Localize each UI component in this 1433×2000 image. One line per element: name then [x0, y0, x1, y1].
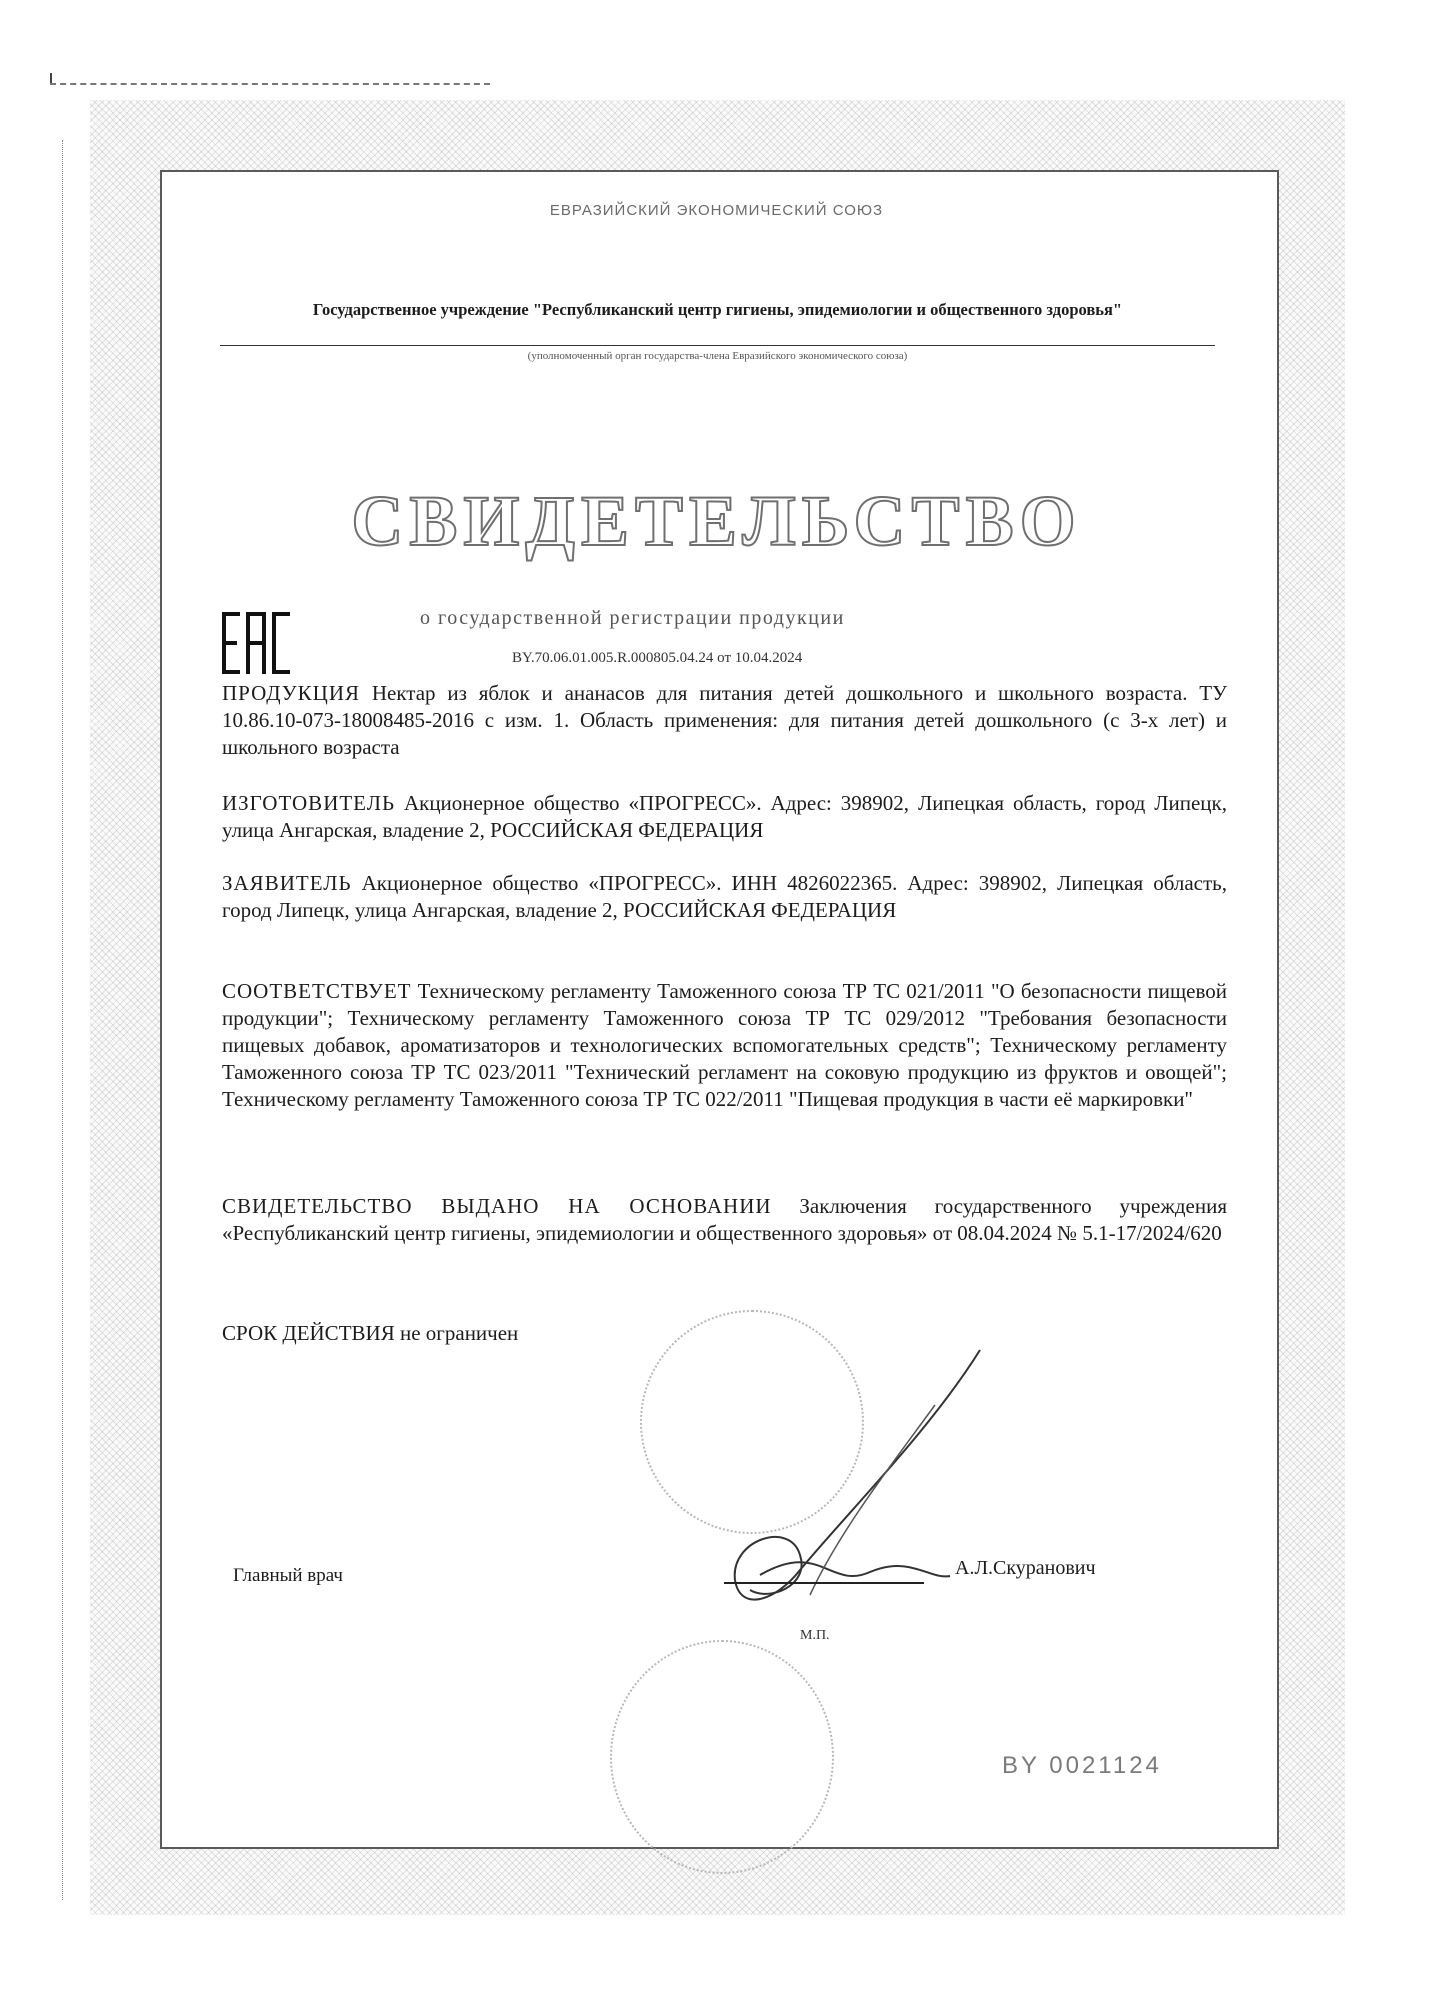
certificate-title: СВИДЕТЕЛЬСТВО — [351, 481, 1082, 561]
applicant-section — [222, 870, 1227, 924]
validity-label: СРОК ДЕЙСТВИЯ — [222, 1321, 395, 1345]
conformity-text: Техническому регламенту Таможенного союза ТР ТС 021/2011 "О безопасности пищевой продукции"; Техническому регламенту Таможенного союза ТР ТС 029/2012 "Требования безопасности пищевых добавок, ароматизаторов и технологических вспомогательных средств"; Техническому регламенту Таможенного союза ТР ТС 023/2011 "Технический регламент на соковую продукцию из фруктов и овощей"; Техническому регламенту Таможенного союза ТР ТС 022/2011 "Пищевая продукция в части её маркировки" — [222, 979, 1227, 1111]
authority-note: (уполномоченный орган государства-члена Евразийского экономического союза) — [527, 350, 908, 362]
eac-mark-icon — [222, 612, 290, 674]
manufacturer-section — [222, 790, 1227, 844]
registration-number: BY.70.06.01.005.R.000805.04.24 от 10.04.2024 — [512, 650, 803, 666]
certificate-subtitle: о государственной регистрации продукции — [420, 607, 845, 629]
signatory-name: А.Л.Скуранович — [955, 1557, 1096, 1579]
manufacturer-text: Акционерное общество «ПРОГРЕСС». Адрес: 398902, Липецкая область, город Липецк, улица Ангарская, владение 2, РОССИЙСКАЯ ФЕДЕРАЦИЯ — [222, 791, 1227, 842]
issuing-authority: Государственное учреждение "Республиканский центр гигиены, эпидемиологии и общественного здоровья" — [312, 300, 1123, 319]
scan-edge-left — [62, 140, 63, 1900]
manufacturer-label: ИЗГОТОВИТЕЛЬ — [222, 791, 396, 815]
signatory-role: Главный врач — [233, 1565, 343, 1586]
conformity-label: СООТВЕТСТВУЕТ — [222, 979, 412, 1003]
basis-label: СВИДЕТЕЛЬСТВО ВЫДАНО НА ОСНОВАНИИ — [222, 1194, 772, 1218]
scan-edge-top — [50, 83, 490, 85]
basis-text: Заключения государственного учреждения «Республиканский центр гигиены, эпидемиологии и общественного здоровья» от 08.04.2024 № 5.1-17/2024/620 — [222, 1194, 1228, 1245]
basis-section — [222, 1193, 1227, 1247]
stamp-impression-lower — [610, 1640, 834, 1874]
authority-underline — [220, 345, 1215, 346]
applicant-text: Акционерное общество «ПРОГРЕСС». ИНН 4826022365. Адрес: 398902, Липецкая область, город Липецк, улица Ангарская, владение 2, РОССИЙСКАЯ ФЕДЕРАЦИЯ — [222, 871, 1227, 922]
validity-text: не ограничен — [399, 1321, 519, 1345]
product-label: ПРОДУКЦИЯ — [222, 681, 361, 705]
product-section — [222, 680, 1227, 761]
product-text: Нектар из яблок и ананасов для питания детей дошкольного и школьного возраста. ТУ 10.86.10-073-18008485-2016 с изм. 1. Область применения: для питания детей дошкольного (с 3-х лет) и школьного возраста — [222, 681, 1227, 759]
form-serial-number: BY 0021124 — [1002, 1752, 1162, 1779]
applicant-label: ЗАЯВИТЕЛЬ — [222, 871, 352, 895]
handwritten-signature — [680, 1340, 1000, 1630]
signature-line — [724, 1582, 924, 1584]
stamp-place-label: М.П. — [800, 1628, 830, 1643]
conformity-section — [222, 978, 1227, 1113]
union-header: ЕВРАЗИЙСКИЙ ЭКОНОМИЧЕСКИЙ СОЮЗ — [549, 202, 884, 219]
